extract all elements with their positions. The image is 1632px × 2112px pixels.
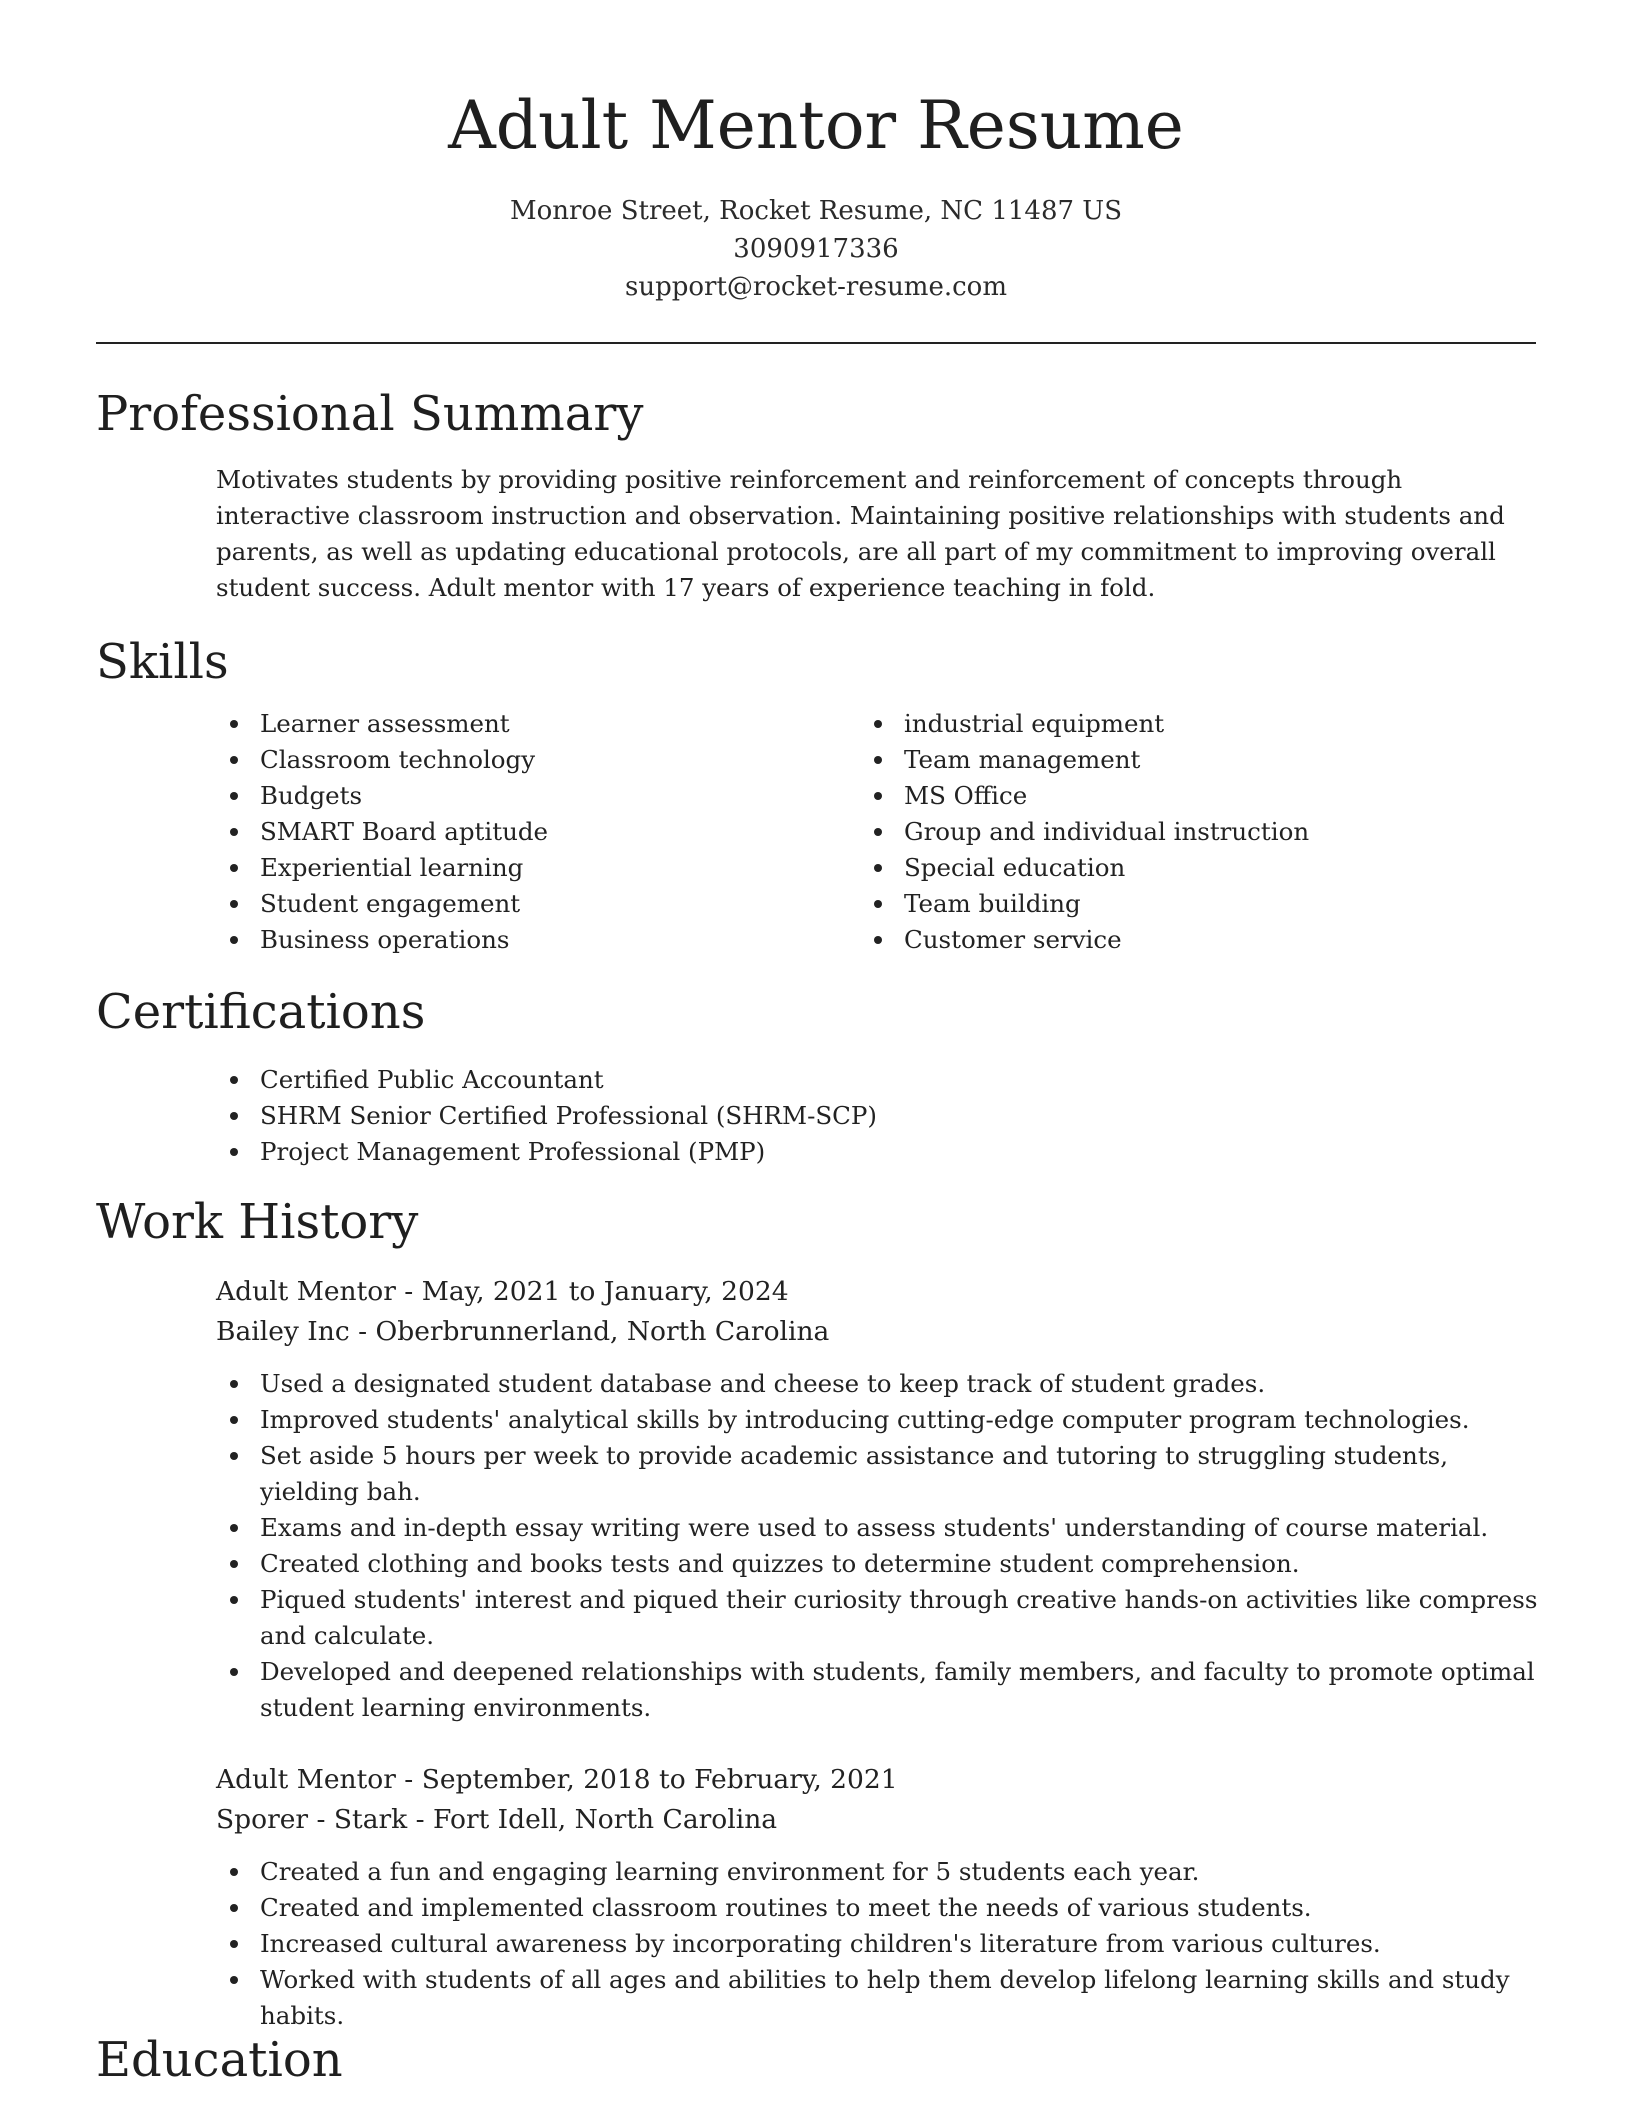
section-title-summary: Professional Summary [96,386,644,442]
section-title-skills: Skills [96,634,229,690]
contact-address: Monroe Street, Rocket Resume, NC 11487 US [509,196,1123,226]
job-bullet: Set aside 5 hours per week to provide academic assistance and tutoring to struggling students, yielding bah. [216,1438,1546,1510]
job-bullet: Worked with students of all ages and abilities to help them develop lifelong learning skills and study habits. [216,1962,1576,2034]
skill-item: Student engagement [216,886,816,922]
job-role: Adult Mentor [216,1276,396,1307]
certification-item: SHRM Senior Certified Professional (SHRM-SCP) [216,1098,1516,1134]
job-location: Oberbrunnerland, North Carolina [375,1316,830,1347]
job-2-company-line: Sporer - Stark - Fort Idell, North Carolina [216,1804,778,1835]
job-dates: September, 2018 to February, 2021 [421,1764,898,1795]
skill-item: Customer service [860,922,1520,958]
skill-item: Business operations [216,922,816,958]
job-1-bullets [216,1366,1546,1726]
skill-item: Classroom technology [216,742,816,778]
skill-item: Group and individual instruction [860,814,1520,850]
skill-item: Learner assessment [216,706,816,742]
job-2-title-line: Adult Mentor - September, 2018 to February, 2021 [216,1764,898,1795]
skills-list-left [216,706,816,958]
section-title-certifications: Certifications [96,984,426,1040]
job-dates: May, 2021 to January, 2024 [421,1276,789,1307]
contact-phone: 3090917336 [733,234,899,264]
header-divider [96,342,1536,344]
certification-item: Project Management Professional (PMP) [216,1134,1516,1170]
section-title-education: Education [96,2032,343,2088]
job-bullet: Improved students' analytical skills by introducing cutting-edge computer program technologies. [216,1402,1546,1438]
skill-item: MS Office [860,778,1520,814]
job-bullet: Used a designated student database and cheese to keep track of student grades. [216,1366,1546,1402]
resume-title: Adult Mentor Resume [448,87,1184,164]
skill-item: Budgets [216,778,816,814]
job-location: Fort Idell, North Carolina [433,1804,778,1835]
certification-item: Certified Public Accountant [216,1062,1516,1098]
certifications-list [216,1062,1516,1170]
job-2-bullets [216,1854,1576,2034]
job-bullet: Created a fun and engaging learning environment for 5 students each year. [216,1854,1576,1890]
skill-item: Experiential learning [216,850,816,886]
job-bullet: Piqued students' interest and piqued their curiosity through creative hands-on activities like compress and calculate. [216,1582,1546,1654]
job-role: Adult Mentor [216,1764,396,1795]
skill-item: SMART Board aptitude [216,814,816,850]
skill-item: industrial equipment [860,706,1520,742]
section-title-work-history: Work History [96,1194,419,1250]
job-company: Sporer - Stark [216,1804,408,1835]
skill-item: Team building [860,886,1520,922]
job-1-title-line: Adult Mentor - May, 2021 to January, 2024 [216,1276,789,1307]
job-1-company-line: Bailey Inc - Oberbrunnerland, North Carolina [216,1316,830,1347]
job-bullet: Created clothing and books tests and quizzes to determine student comprehension. [216,1546,1546,1582]
job-company: Bailey Inc [216,1316,350,1347]
summary-text: Motivates students by providing positive reinforcement and reinforcement of concepts through interactive classroom instruction and observation. Maintaining positive relationships with students and parents, as well as updating educational protocols, are all part of my commitment to improving overall student success. Adult mentor with 17 years of experience teaching in fold. [216,465,1505,602]
contact-email: support@rocket-resume.com [624,272,1007,302]
job-bullet: Developed and deepened relationships with students, family members, and faculty to promote optimal student learning environments. [216,1654,1546,1726]
skills-list-right [860,706,1520,958]
job-bullet: Created and implemented classroom routines to meet the needs of various students. [216,1890,1576,1926]
skill-item: Team management [860,742,1520,778]
job-bullet: Increased cultural awareness by incorporating children's literature from various cultures. [216,1926,1576,1962]
job-bullet: Exams and in-depth essay writing were used to assess students' understanding of course material. [216,1510,1546,1546]
skill-item: Special education [860,850,1520,886]
